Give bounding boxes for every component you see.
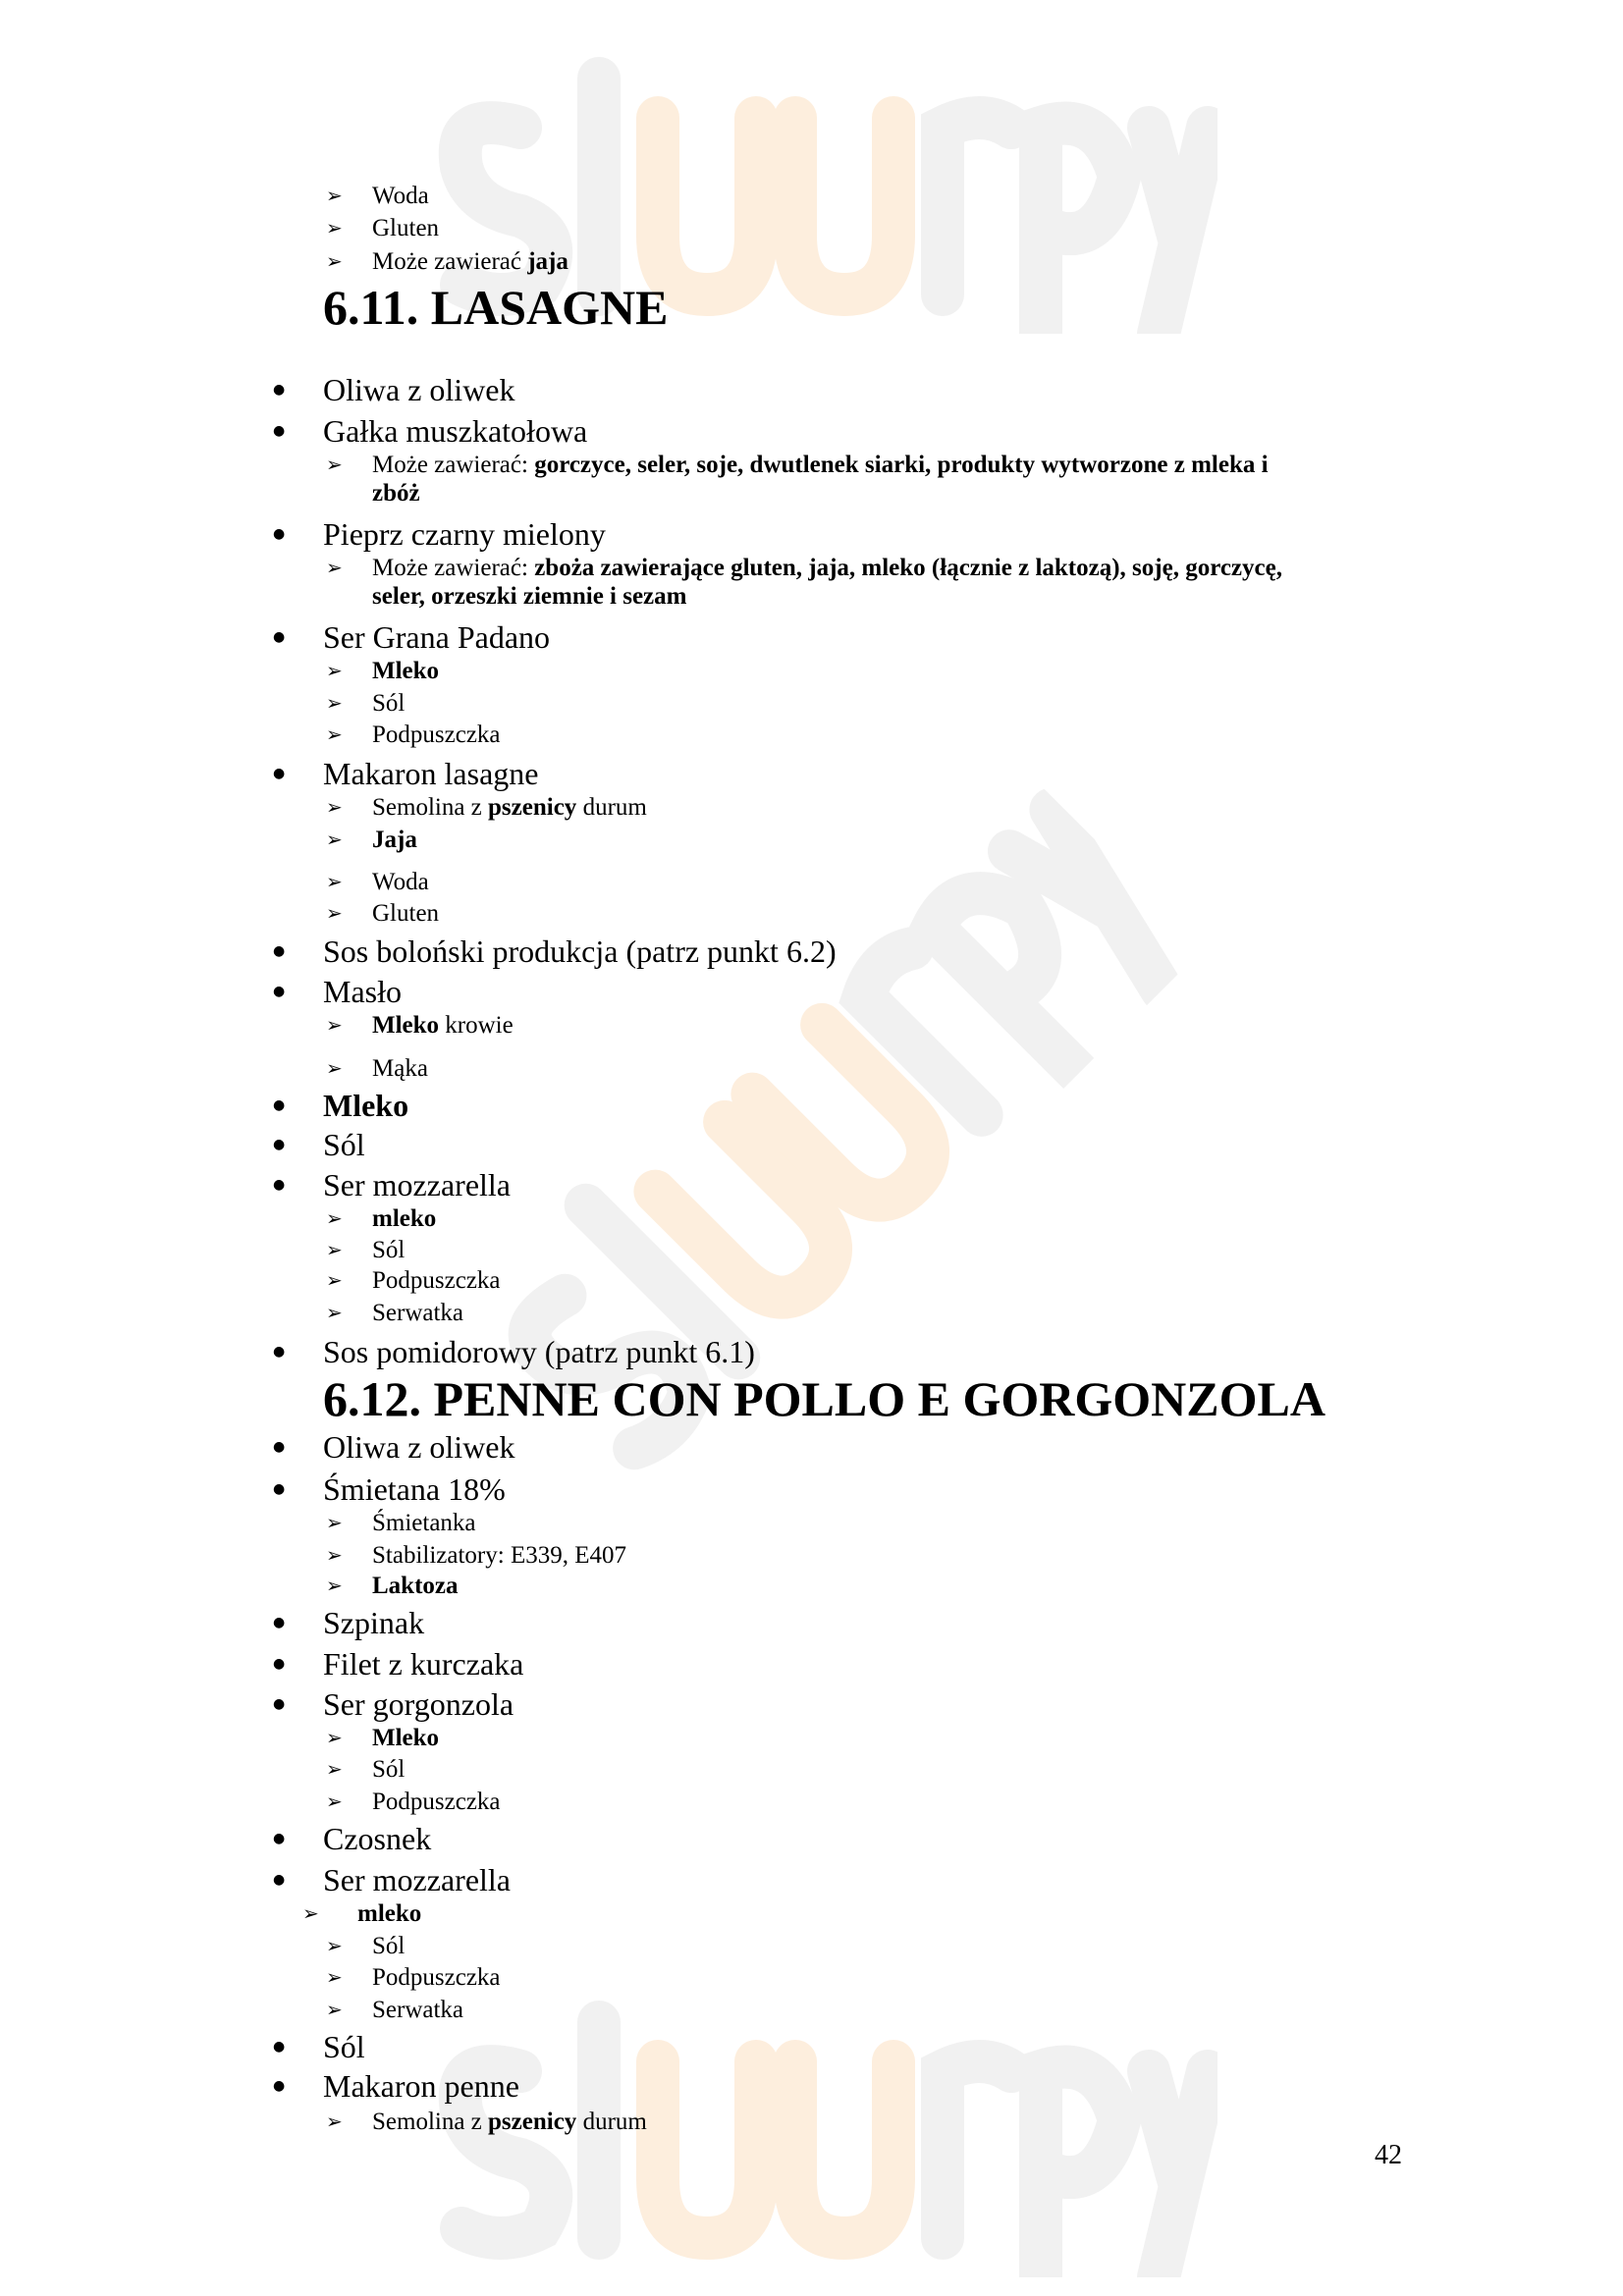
bullet-icon: ● (273, 1137, 286, 1153)
list-item (323, 1471, 506, 1507)
item-text: Podpuszczka (372, 1267, 501, 1295)
sub-list-item (372, 721, 501, 749)
arrow-bullet-icon: ➢ (326, 827, 343, 851)
bullet-icon: ● (273, 1871, 286, 1888)
item-text: Ser mozzarella (323, 1861, 511, 1897)
item-text: mleko (357, 1899, 422, 1927)
item-text: Sos boloński produkcja (patrz punkt 6.2) (323, 934, 837, 970)
item-text: Oliwa z oliwek (323, 371, 515, 407)
item-text: Laktoza (372, 1573, 459, 1600)
item-text: Ser gorgonzola (323, 1685, 514, 1722)
item-text: Filet z kurczaka (323, 1646, 524, 1682)
item-text: krowie (439, 1012, 514, 1040)
arrow-bullet-icon: ➢ (326, 452, 343, 476)
list-item (323, 372, 515, 407)
item-text: Gałka muszkatołowa (323, 412, 588, 449)
arrow-bullet-icon: ➢ (326, 248, 343, 273)
item-text: Śmietana 18% (323, 1470, 506, 1507)
item-text: Mleko (372, 1012, 440, 1040)
sub-list-item (372, 2108, 647, 2136)
sub-list-item (372, 1054, 428, 1083)
item-text: Serwatka (372, 1996, 464, 2023)
item-text: Mleko (372, 1725, 440, 1752)
bullet-icon: ● (273, 1439, 286, 1456)
sub-list-item (372, 1788, 501, 1816)
sub-list-item (372, 247, 568, 276)
list-item (323, 1429, 515, 1465)
list-item (323, 516, 606, 552)
arrow-bullet-icon: ➢ (326, 1574, 343, 1598)
sub-list-item (357, 1899, 421, 1928)
arrow-bullet-icon: ➢ (326, 794, 343, 819)
item-text: Sól (323, 2028, 365, 2064)
sub-list-item (372, 657, 439, 685)
sub-list-item (372, 899, 439, 928)
arrow-bullet-icon: ➢ (326, 1055, 343, 1080)
item-text: durum (576, 2108, 647, 2135)
bullet-icon: ● (273, 1176, 286, 1193)
arrow-bullet-icon: ➢ (326, 659, 343, 683)
list-item (323, 974, 402, 1009)
item-text: Oliwa z oliwek (323, 1429, 515, 1466)
bullet-icon: ● (273, 526, 286, 543)
sub-list-item (372, 182, 429, 210)
list-item (323, 1167, 511, 1202)
list-item (323, 1088, 408, 1123)
arrow-bullet-icon: ➢ (326, 691, 343, 716)
bullet-icon: ● (273, 2038, 286, 2055)
arrow-bullet-icon: ➢ (326, 1013, 343, 1038)
arrow-bullet-icon: ➢ (326, 721, 343, 746)
sub-list-item (372, 1963, 501, 1992)
bullet-icon: ● (273, 2078, 286, 2095)
arrow-bullet-icon: ➢ (326, 1997, 343, 2021)
sub-list-item (372, 793, 647, 822)
item-text: Makaron penne (323, 2068, 519, 2105)
list-item (323, 2029, 365, 2064)
sub-list-item (372, 1724, 439, 1752)
sub-list-item (372, 1011, 514, 1040)
arrow-bullet-icon: ➢ (326, 1205, 343, 1230)
arrow-bullet-icon: ➢ (326, 900, 343, 925)
sub-list-item (372, 1996, 463, 2024)
page-number: 42 (1375, 2140, 1402, 2170)
item-text: Czosnek (323, 1820, 432, 1856)
item-text: mleko (372, 1204, 437, 1232)
list-item (323, 1686, 514, 1722)
sub-list-item (372, 1236, 405, 1264)
item-text: Stabilizatory: E339, E407 (372, 1541, 626, 1569)
item-text: Podpuszczka (372, 1963, 501, 1991)
item-text: Sos pomidorowy (patrz punkt 6.1) (323, 1333, 755, 1369)
bullet-icon: ● (273, 1615, 286, 1631)
item-text: Szpinak (323, 1605, 425, 1641)
sub-list-item (372, 554, 1285, 611)
bullet-icon: ● (273, 1695, 286, 1712)
bullet-icon: ● (273, 1096, 286, 1113)
item-text: Może zawierać (372, 247, 528, 275)
item-text: zboża zawierające gluten, jaja, mleko (łącznie z laktozą), soję, gorczycę, seler, orzeszki ziemnie i sezam (372, 555, 1282, 611)
item-text: Masło (323, 974, 402, 1010)
list-item (323, 1127, 365, 1162)
bullet-icon: ● (273, 1830, 286, 1846)
arrow-bullet-icon: ➢ (326, 184, 343, 208)
bullet-icon: ● (273, 1656, 286, 1673)
arrow-bullet-icon: ➢ (326, 1933, 343, 1957)
arrow-bullet-icon: ➢ (326, 1268, 343, 1293)
item-text: Semolina z (372, 793, 489, 821)
item-text: Serwatka (372, 1300, 464, 1327)
sub-list-item (372, 1204, 436, 1233)
item-text: durum (576, 793, 647, 821)
bullet-icon: ● (273, 1343, 286, 1360)
item-text: 6.12. PENNE CON POLLO E GORGONZOLA (323, 1370, 1325, 1426)
list-item (323, 1605, 424, 1640)
item-text: Sól (372, 1236, 406, 1263)
item-text: Gluten (372, 215, 440, 242)
sub-list-item (372, 826, 417, 854)
bullet-icon: ● (273, 984, 286, 1000)
sub-list-item (372, 214, 439, 242)
item-text: Sól (372, 1932, 406, 1959)
item-text: Mleko (323, 1087, 409, 1123)
arrow-bullet-icon: ➢ (326, 1756, 343, 1781)
list-item (323, 1334, 755, 1369)
sub-list-item (372, 1299, 463, 1327)
item-text: jaja (527, 247, 568, 275)
item-text: Mąka (372, 1054, 428, 1082)
item-text: Makaron lasagne (323, 755, 539, 791)
arrow-bullet-icon: ➢ (326, 1237, 343, 1261)
item-text: pszenicy (488, 793, 577, 821)
arrow-bullet-icon: ➢ (326, 216, 343, 240)
item-text: Sól (323, 1127, 365, 1163)
arrow-bullet-icon: ➢ (302, 1900, 319, 1925)
item-text: Sól (372, 1755, 406, 1783)
arrow-bullet-icon: ➢ (326, 1964, 343, 1989)
bullet-icon: ● (273, 381, 286, 398)
sub-list-item (372, 451, 1285, 507)
item-text: Może zawierać: (372, 451, 535, 478)
bullet-icon: ● (273, 765, 286, 781)
item-text: Mleko (372, 658, 440, 685)
item-text: Może zawierać: (372, 555, 535, 582)
item-text: Sól (372, 690, 406, 718)
arrow-bullet-icon: ➢ (326, 556, 343, 580)
list-item (323, 2068, 519, 2104)
list-item (323, 1821, 431, 1856)
list-item (323, 1862, 511, 1897)
sub-list-item (372, 1541, 626, 1570)
sub-list-item (372, 689, 405, 718)
sub-list-item (372, 1266, 501, 1295)
sub-list-item (372, 1755, 405, 1784)
arrow-bullet-icon: ➢ (326, 1510, 343, 1534)
item-text: Woda (372, 183, 429, 210)
item-text: Woda (372, 869, 429, 896)
item-text: Jaja (372, 826, 417, 853)
item-text: gorczyce, seler, soje, dwutlenek siarki, produkty wytworzone z mleka i zbóż (372, 451, 1269, 507)
item-text: Ser Grana Padano (323, 619, 551, 656)
item-text: pszenicy (488, 2108, 577, 2135)
arrow-bullet-icon: ➢ (326, 1726, 343, 1750)
item-text: Gluten (372, 899, 440, 927)
list-item (323, 756, 538, 791)
section-heading (323, 281, 668, 334)
sub-list-item (372, 868, 429, 896)
bullet-icon: ● (273, 629, 286, 646)
list-item (323, 934, 837, 969)
section-heading (323, 1372, 1325, 1425)
list-item (323, 1646, 523, 1682)
arrow-bullet-icon: ➢ (326, 870, 343, 894)
bullet-icon: ● (273, 422, 286, 439)
item-text: Podpuszczka (372, 721, 501, 748)
item-text: Semolina z (372, 2108, 489, 2135)
arrow-bullet-icon: ➢ (326, 1542, 343, 1567)
item-text: Podpuszczka (372, 1788, 501, 1815)
bullet-icon: ● (273, 943, 286, 960)
sub-list-item (372, 1509, 476, 1537)
bullet-icon: ● (273, 1480, 286, 1497)
item-text: Śmietanka (372, 1509, 476, 1536)
list-item (323, 619, 550, 655)
sub-list-item (372, 1572, 459, 1600)
arrow-bullet-icon: ➢ (326, 1789, 343, 1813)
arrow-bullet-icon: ➢ (326, 1301, 343, 1325)
list-item (323, 413, 587, 449)
item-text: Pieprz czarny mielony (323, 516, 606, 553)
arrow-bullet-icon: ➢ (326, 2109, 343, 2133)
item-text: 6.11. LASAGNE (323, 279, 669, 335)
sub-list-item (372, 1932, 405, 1960)
item-text: Ser mozzarella (323, 1166, 511, 1202)
